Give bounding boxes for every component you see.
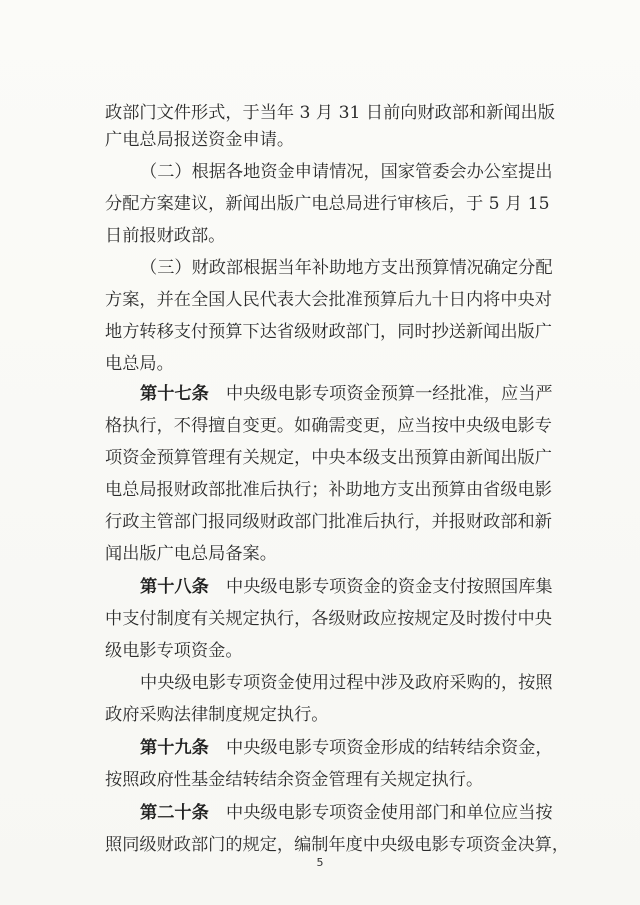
line-text: 地方转移支付预算下达省级财政部门，同时抄送新闻出版广 (105, 322, 552, 342)
text-line (0, 320, 640, 344)
text-line (0, 256, 640, 280)
article-heading: 第十七条 (140, 384, 209, 404)
line-text: 项资金预算管理有关规定，中央本级支出预算由新闻出版广 (105, 448, 552, 468)
text-line (0, 128, 640, 152)
text-line (0, 639, 640, 663)
line-text: 中央级电影专项资金形成的结转结余资金， (226, 738, 553, 758)
text-line (0, 768, 640, 792)
text-line (0, 801, 640, 825)
line-text: 政部门文件形式，于当年 3 月 31 日前向财政部和新闻出版 (105, 103, 555, 123)
article-heading: 第十八条 (140, 577, 209, 597)
text-line (0, 671, 640, 695)
text-line (0, 607, 640, 631)
line-text: 电总局。 (105, 354, 174, 374)
text-line (0, 736, 640, 760)
text-line (0, 192, 640, 216)
text-line (0, 446, 640, 470)
text-line (0, 833, 640, 857)
line-text: （二）根据各地资金申请情况，国家管委会办公室提出 (140, 162, 553, 182)
text-line (0, 160, 640, 184)
line-text: 中央级电影专项资金使用部门和单位应当按 (226, 803, 553, 823)
text-line (0, 382, 640, 406)
line-text: 电总局报财政部批准后执行；补助地方支出预算由省级电影 (105, 480, 552, 500)
line-text: 分配方案建议，新闻出版广电总局进行审核后，于 5 月 15 (105, 194, 550, 214)
line-text: 中支付制度有关规定执行，各级财政应按规定及时拨付中央 (105, 609, 552, 629)
line-text: （三）财政部根据当年补助地方支出预算情况确定分配 (140, 258, 553, 278)
line-text: 行政主管部门报同级财政部门批准后执行，并报财政部和新 (105, 512, 552, 532)
text-line (0, 414, 640, 438)
text-line (0, 288, 640, 312)
article-heading: 第十九条 (140, 738, 209, 758)
text-line (0, 101, 640, 125)
text-line (0, 575, 640, 599)
line-text: 中央级电影专项资金使用过程中涉及政府采购的，按照 (140, 673, 553, 693)
line-text: 政府采购法律制度规定执行。 (105, 705, 329, 725)
article-heading: 第二十条 (140, 803, 209, 823)
line-text: 中央级电影专项资金的资金支付按照国库集 (226, 577, 553, 597)
line-text: 闻出版广电总局备案。 (105, 544, 277, 564)
text-line (0, 703, 640, 727)
text-line (0, 542, 640, 566)
line-text: 按照政府性基金结转结余资金管理有关规定执行。 (105, 770, 484, 790)
page-number: 5 (316, 856, 324, 869)
line-text: 方案，并在全国人民代表大会批准预算后九十日内将中央对 (105, 290, 552, 310)
line-text: 日前报财政部。 (105, 226, 226, 246)
line-text: 级电影专项资金。 (105, 641, 243, 661)
line-text: 照同级财政部门的规定，编制年度中央级电影专项资金决算， (105, 835, 570, 855)
line-text: 中央级电影专项资金预算一经批准，应当严 (226, 384, 553, 404)
text-line (0, 510, 640, 534)
text-line (0, 224, 640, 248)
text-line (0, 352, 640, 376)
text-line (0, 478, 640, 502)
line-text: 格执行，不得擅自变更。如确需变更，应当按中央级电影专 (105, 416, 552, 436)
line-text: 广电总局报送资金申请。 (105, 130, 295, 150)
